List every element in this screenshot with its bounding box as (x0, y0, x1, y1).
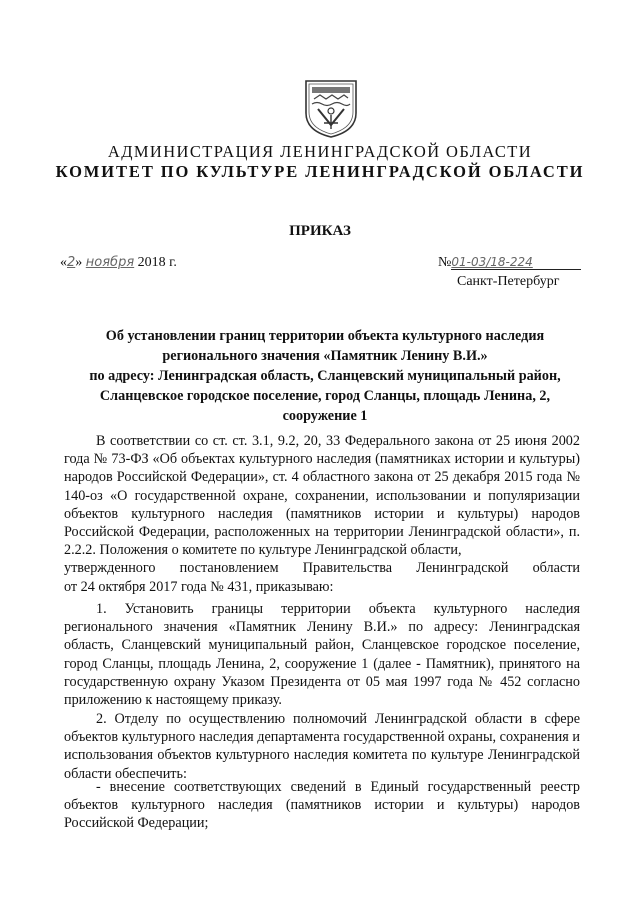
preamble-justified-line (64, 559, 580, 577)
preamble-word: Правительства (302, 560, 393, 577)
document-number (438, 255, 588, 271)
order-item-2-subpoint (64, 778, 580, 833)
preamble-word: области (532, 560, 580, 577)
order-item-2 (64, 710, 580, 783)
order-item-2-subpoint-text: - внесение соответствующих сведений в Единый государственный реестр объектов культурного наследия (памятников истории и культуры) народов Российской Федерации; (64, 779, 580, 832)
preamble-word: Ленинградской (416, 560, 509, 577)
organization-line-committee: КОМИТЕТ ПО КУЛЬТУРЕ ЛЕНИНГРАДСКОЙ ОБЛАСТИ (55, 162, 585, 181)
document-date (60, 255, 177, 271)
date-open-quote: « (60, 255, 67, 270)
preamble-paragraph (64, 432, 580, 596)
preamble-word: постановлением (179, 560, 279, 577)
title-line: Сланцевское городское поселение, город Сланцы, площадь Ленина, 2, (99, 388, 551, 404)
title-line: Об установлении границ территории объекта культурного наследия (105, 328, 545, 344)
title-line: по адресу: Ленинградская область, Сланцевский муниципальный район, (89, 368, 561, 384)
order-item-1 (64, 600, 580, 709)
preamble-end: от 24 октября 2017 года № 431, приказываю: (64, 578, 334, 595)
preamble-text: В соответствии со ст. ст. 3.1, 9.2, 20, 33 Федерального закона от 25 июня 2002 года № 73-ФЗ «Об объектах культурного наследия (памятниках истории и культуры) народов Российской Федерации», ст. 4 областного закона от 25 декабря 2015 года № 140-оз «О государственной охране, сохранении, использовании и популяризации объектов культурного наследия (памятников истории и культуры) народов Российской Федерации, расположенных на территории Ленинградской области», п. 2.2.2. Положения о комитете по культуре Ленинградской области, (64, 433, 580, 559)
coat-of-arms-emblem (302, 79, 360, 139)
date-close-quote: » (75, 255, 83, 270)
document-title (70, 326, 580, 426)
order-item-1-text: 1. Установить границы территории объекта культурного наследия регионального значения «Памятник Ленину В.И.» по адресу: Ленинградская область, Сланцевский муниципальный район, Сланцевское городское поселение, город Сланцы, площадь Ленина, 2, сооружение 1 (далее - Памятник), принятого на государственную охрану Указом Президента от 05 мая 1997 года № 452 согласно приложению к настоящему приказу. (64, 601, 580, 709)
title-line: регионального значения «Памятник Ленину В.И.» (162, 348, 488, 364)
number-prefix: № (438, 255, 452, 270)
preamble-word: утвержденного (64, 560, 156, 577)
date-year: 2018 г. (137, 255, 177, 270)
title-line: сооружение 1 (282, 408, 368, 424)
order-item-2-text: 2. Отделу по осуществлению полномочий Ленинградской области в сфере объектов культурного наследия департамента государственной охраны, сохранения и использования объектов культурного наследия комитета по культуре Ленинградской области обеспечить: (64, 711, 580, 782)
document-city: Санкт-Петербург (457, 274, 560, 289)
organization-line-administration: АДМИНИСТРАЦИЯ ЛЕНИНГРАДСКОЙ ОБЛАСТИ (107, 142, 533, 161)
date-month-handwritten: ноября (85, 255, 135, 270)
date-day-handwritten: 2 (67, 255, 76, 270)
document-type-heading: ПРИКАЗ (289, 223, 351, 239)
number-value-handwritten: 01-03/18-224 (451, 255, 581, 270)
